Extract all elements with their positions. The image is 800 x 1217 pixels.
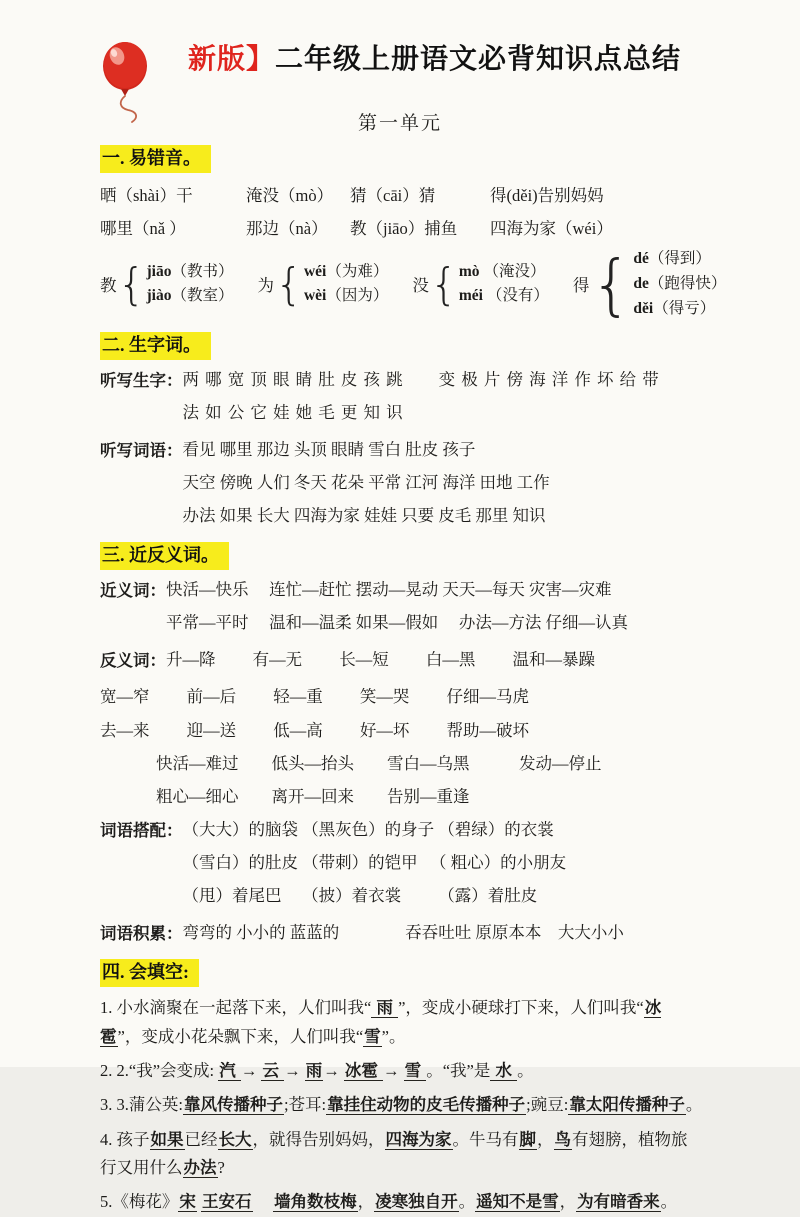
word-accumulation xyxy=(100,920,700,953)
text-segment: ， xyxy=(537,1129,554,1149)
antonym-line: 宽—窄 前—后 轻—重 笑—哭 仔细—马虎 xyxy=(100,687,529,707)
error-sound-table xyxy=(100,182,700,239)
unit-subtitle: 第一单元 xyxy=(357,113,442,134)
text-segment: ，就得告别妈妈， xyxy=(252,1129,385,1149)
error-sound-item: 得(děi)告别妈妈 xyxy=(490,186,604,206)
section-heading-error-sounds: 一. 易错音。 xyxy=(100,145,211,173)
fill-item-2 xyxy=(100,1057,700,1085)
example-word: （没有） xyxy=(483,287,549,305)
text-segment: ”。 xyxy=(381,1026,406,1046)
brace-glyph: { xyxy=(590,245,633,323)
error-sound-item: 教（jiāo）捕鱼 xyxy=(350,219,458,239)
row-content xyxy=(183,920,701,953)
blank-answer: 冰雹 xyxy=(100,998,662,1046)
character-line: 法 如 公 它 娃 她 毛 更 知 识 xyxy=(182,402,404,422)
row-content xyxy=(183,817,701,916)
text-segment: 4. 孩子 xyxy=(100,1129,150,1149)
collocation-line: （雪白）的肚皮 （带刺）的铠甲 （ 粗心）的小朋友 xyxy=(182,852,567,872)
synonym-line: 快活—快乐 连忙—赶忙 摆动—晃动 天天—每天 灾害—灾难 xyxy=(166,580,612,600)
text-segment: 2. 2.“我”会变成: xyxy=(100,1060,219,1080)
text-segment: 3. 3.蒲公英: xyxy=(100,1095,183,1115)
error-sound-item: 那边（nà） xyxy=(246,219,328,239)
antonym-line: 粗心—细心 离开—回来 告别—重逢 xyxy=(156,786,470,806)
reading xyxy=(459,260,549,285)
polyphone-readings xyxy=(147,260,234,310)
text-segment: 。牛马有 xyxy=(452,1129,519,1149)
example-word: （淹没） xyxy=(479,262,546,280)
text-segment: → xyxy=(240,1060,262,1080)
reading xyxy=(304,260,388,285)
text-segment: ? xyxy=(217,1158,225,1178)
text-segment: 1. 小水滴聚在一起落下来，人们叫我“ xyxy=(100,998,372,1018)
section-heading-characters: 二. 生字词。 xyxy=(100,332,211,360)
text-segment: 已经 xyxy=(184,1129,218,1149)
pinyin: děi xyxy=(633,299,654,317)
blank-answer: 四海为家 xyxy=(385,1129,452,1149)
word-line: 看见 哪里 那边 头顶 眼睛 雪白 肚皮 孩子 xyxy=(182,439,476,459)
example-word: （得到） xyxy=(648,250,711,268)
blank-answer: 雪 xyxy=(404,1060,426,1080)
polyphone-groups xyxy=(100,245,727,323)
row-label: 听写生字： xyxy=(100,370,183,390)
fill-item-5 xyxy=(100,1188,700,1216)
blank-answer: 办法 xyxy=(183,1158,217,1178)
text-segment: 。 xyxy=(458,1192,476,1212)
row-label: 词语搭配： xyxy=(100,820,183,840)
brace-glyph: { xyxy=(429,258,458,310)
title-text: 二年级上册语文必背知识点总结 xyxy=(275,43,682,74)
reading xyxy=(459,284,549,309)
blank-answer: 靠风传播种子 xyxy=(183,1095,283,1115)
blank-answer: 靠太阳传播种子 xyxy=(569,1095,685,1115)
row-content xyxy=(166,647,700,680)
error-sound-item: 四海为家（wéi） xyxy=(490,219,613,239)
text-segment: 5.《梅花》 xyxy=(100,1192,179,1212)
example-word: （跑得快） xyxy=(648,274,727,292)
text-segment: 。 xyxy=(517,1060,534,1080)
dictation-characters xyxy=(100,367,700,433)
reading xyxy=(304,284,388,309)
text-segment: 。“我”是 xyxy=(426,1060,491,1080)
title-badge: 新版】 xyxy=(188,43,276,74)
text-segment: ， xyxy=(559,1192,577,1212)
text-segment: ”，变成小硬球打下来，人们叫我“ xyxy=(398,998,644,1018)
text-segment: 。 xyxy=(685,1095,703,1115)
antonym-line: 升—降 有—无 长—短 白—黑 温和—暴躁 xyxy=(166,650,595,670)
polyphone-readings xyxy=(633,247,726,321)
blank-answer: 靠挂住动物的皮毛传播种子 xyxy=(327,1095,526,1115)
blank-answer: 雨 xyxy=(372,998,398,1018)
pinyin: wéi xyxy=(303,262,327,280)
blank-answer: 脚 xyxy=(519,1129,536,1149)
balloon-icon xyxy=(98,40,160,124)
polyphone-char: 没 xyxy=(412,276,429,296)
text-segment: ， xyxy=(357,1192,375,1212)
pinyin: dé xyxy=(633,250,649,268)
synonym-line: 平常—平时 温和—温柔 如果—假如 办法—方法 仔细—认真 xyxy=(166,613,628,633)
polyphone-readings xyxy=(459,260,549,310)
reading xyxy=(633,297,726,322)
example-word: （为难） xyxy=(326,262,389,280)
brace-glyph: { xyxy=(117,258,146,310)
pinyin: de xyxy=(633,274,649,292)
blank-answer: 为有暗香来 xyxy=(577,1192,660,1212)
blank-answer: 汽 xyxy=(219,1060,240,1080)
blank-answer: 墙角数枝梅 xyxy=(274,1192,357,1212)
example-word: （教室） xyxy=(171,287,234,305)
example-word: （得亏） xyxy=(653,299,716,317)
row-content xyxy=(183,437,701,536)
blank-answer: 鸟 xyxy=(554,1129,571,1149)
polyphone-char: 为 xyxy=(257,276,274,296)
blank-answer: 雪 xyxy=(364,1026,381,1046)
row-label: 听写词语： xyxy=(100,440,183,460)
pinyin: mò xyxy=(458,262,480,280)
collocation-line: （大大）的脑袋 （黑灰色）的身子 （碧绿）的衣裳 xyxy=(182,819,554,839)
polyphone-readings xyxy=(304,260,388,310)
blank-answer: 云 xyxy=(262,1060,284,1080)
blank-answer: 长大 xyxy=(218,1129,252,1149)
text-segment: ;苍耳: xyxy=(283,1095,327,1115)
accumulation-line: 弯弯的 小小的 蓝蓝的 吞吞吐吐 原原本本 大大小小 xyxy=(182,922,624,942)
text-segment: 有翅膀，植物旅行又用什么 xyxy=(100,1129,688,1178)
reading xyxy=(633,247,726,272)
error-sound-item: 晒（shài）干 xyxy=(100,186,193,206)
pinyin: méi xyxy=(458,287,483,305)
fill-item-4 xyxy=(100,1126,700,1183)
header xyxy=(100,42,700,104)
collocation-line: （甩）着尾巴 （披）着衣裳 （露）着肚皮 xyxy=(182,885,538,905)
text-segment xyxy=(253,1192,274,1211)
reading xyxy=(147,284,234,309)
polyphone-group-mei xyxy=(412,260,549,310)
pinyin: wèi xyxy=(303,287,327,305)
error-sound-item: 淹没（mò） xyxy=(246,186,334,206)
synonyms xyxy=(100,577,700,643)
polyphone-group-de xyxy=(573,247,727,321)
text-segment: ;豌豆: xyxy=(526,1095,569,1115)
example-word: （因为） xyxy=(326,287,389,305)
row-label: 反义词： xyxy=(100,651,166,671)
character-line: 两 哪 宽 顶 眼 睛 肚 皮 孩 跳 变 极 片 傍 海 洋 作 坏 给 带 xyxy=(182,369,660,389)
antonym-line: 快活—难过 低头—抬头 雪白—乌黑 发动—停止 xyxy=(156,753,602,773)
reading xyxy=(147,260,234,285)
dictation-words xyxy=(100,437,700,536)
text-segment: ”，变成小花朵飘下来，人们叫我“ xyxy=(117,1026,364,1046)
blank-answer: 遥知不是雪 xyxy=(476,1192,559,1212)
text-segment: → xyxy=(382,1060,404,1080)
page-title xyxy=(188,42,700,76)
polyphone-group-jiao xyxy=(100,260,233,310)
polyphone-char: 教 xyxy=(100,276,117,296)
text-segment: → xyxy=(323,1060,344,1080)
text-segment: 。 xyxy=(660,1192,678,1212)
row-label: 词语积累： xyxy=(100,923,183,943)
brace-glyph: { xyxy=(274,258,303,310)
word-collocations xyxy=(100,817,700,916)
polyphone-group-wei xyxy=(257,260,388,310)
antonym-line: 去—来 迎—送 低—高 好—坏 帮助—破坏 xyxy=(100,720,529,740)
error-sound-item: 猜（cāi）猜 xyxy=(350,186,436,206)
section-heading-fill-blanks: 四. 会填空: xyxy=(100,959,199,987)
antonyms xyxy=(100,647,700,680)
pinyin: jiào xyxy=(146,287,172,305)
row-content xyxy=(166,577,700,643)
fill-item-1 xyxy=(100,994,700,1051)
row-label: 近义词： xyxy=(100,581,166,601)
blank-answer: 如果 xyxy=(150,1129,184,1149)
reading xyxy=(633,272,726,297)
polyphone-char: 得 xyxy=(572,276,590,296)
blank-answer: 冰雹 xyxy=(344,1060,382,1080)
blank-answer: 雨 xyxy=(305,1060,323,1080)
example-word: （教书） xyxy=(171,262,234,280)
text-segment: → xyxy=(284,1060,305,1080)
fill-item-3 xyxy=(100,1091,703,1119)
blank-answer: 凌寒独自开 xyxy=(375,1192,458,1212)
blank-answer: 宋 xyxy=(179,1192,196,1212)
error-sound-item: 哪里（nǎ ） xyxy=(100,219,186,239)
row-content xyxy=(183,367,701,433)
pinyin: jiāo xyxy=(146,262,172,280)
word-line: 办法 如果 长大 四海为家 娃娃 只要 皮毛 那里 知识 xyxy=(182,506,546,526)
blank-answer: 水 xyxy=(491,1060,517,1080)
section-heading-synonyms-antonyms: 三. 近反义词。 xyxy=(100,542,229,570)
blank-answer: 王安石 xyxy=(202,1192,252,1212)
word-line: 天空 傍晚 人们 冬天 花朵 平常 江河 海洋 田地 工作 xyxy=(182,472,550,492)
